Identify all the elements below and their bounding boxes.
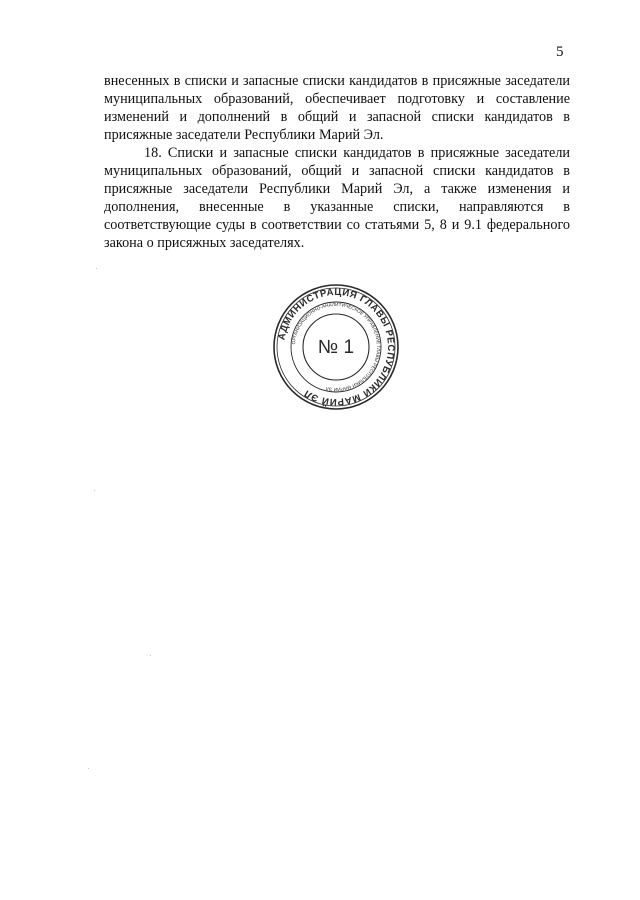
official-stamp-seal [271,282,401,412]
scan-speck [96,268,97,269]
scan-speck [150,655,151,656]
page-number: 5 [556,44,564,60]
stamp-outer-text: АДМИНИСТРАЦИЯ ГЛАВЫ РЕСПУБЛИКИ МАРИЙ ЭЛ [276,286,397,408]
paragraph-continued: внесенных в списки и запасные списки кандидатов в присяжные заседатели муниципальных образований, обеспечивает подготовку и составление изменений и дополнений в общий и запасной списки кандидатов в присяжные заседатели Республики Марий Эл. [104,73,570,143]
paragraph-item-18: 18. Списки и запасные списки кандидатов в присяжные заседатели муниципальных образований, общий и запасной списки кандидатов в присяжные заседатели Республики Марий Эл, а также изменения и дополнения, внесенные в указанные списки, направляются в соответствующие суды в соответствии со статьями 5, 8 и 9.1 федерального закона о присяжных заседателях. [104,145,570,251]
stamp-center-number: № 1 [317,337,355,358]
scan-speck [88,768,89,769]
stamp-inner-text: ОРГАНИЗАЦИОННО-АНАЛИТИЧЕСКОЕ УПРАВЛЕНИЕ ГЛАВЫ РЕСПУБЛИКИ МАРИЙ ЭЛ [291,301,382,393]
scan-speck [94,490,95,491]
document-body [104,72,570,252]
